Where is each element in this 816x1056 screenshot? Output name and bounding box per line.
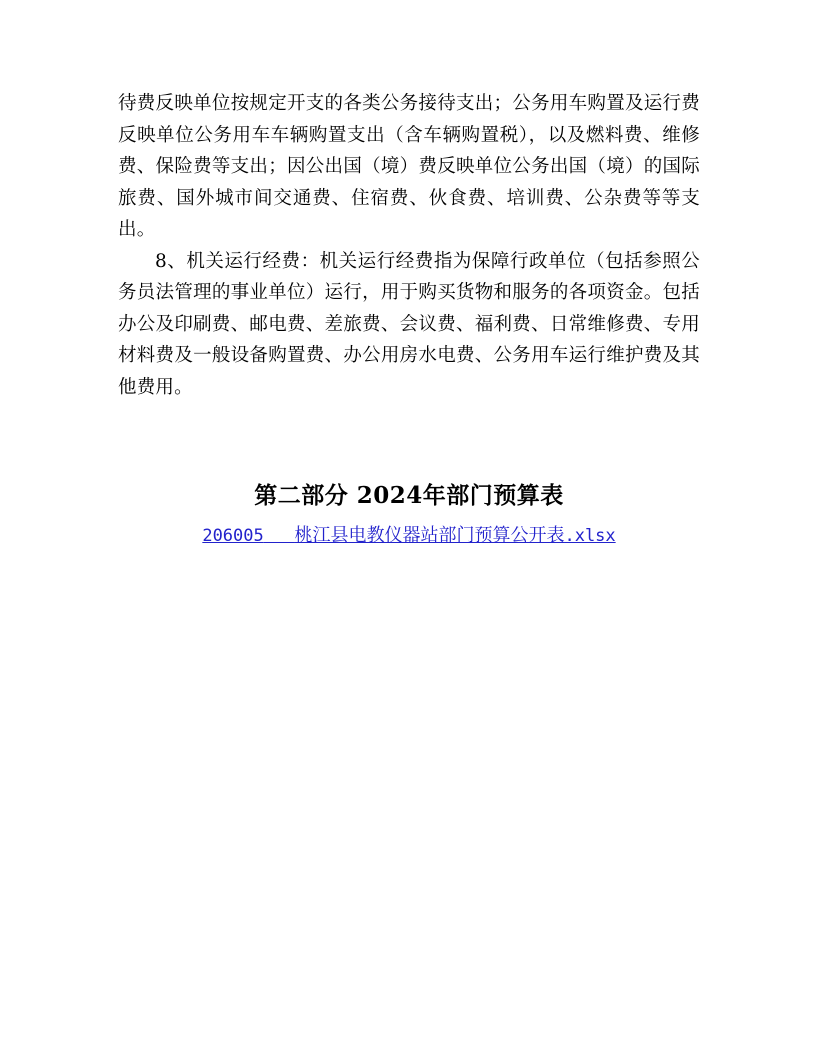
section-heading-part-two: 第二部分 2024年部门预算表 <box>254 482 564 509</box>
page-content <box>118 88 700 547</box>
section-spacer <box>118 403 700 477</box>
paragraph-expense-description: 待费反映单位按规定开支的各类公务接待支出；公务用车购置及运行费反映单位公务用车车辆购置支出（含车辆购置税），以及燃料费、维修费、保险费等支出；因公出国（境）费反映单位公务出国（境）的国际旅费、国外城市间交通费、住宿费、伙食费、培训费、公杂费等等支出。 <box>118 93 700 240</box>
attachment-code: 206005 <box>202 526 264 546</box>
attachment-row <box>118 521 700 547</box>
attachment-link[interactable] <box>202 526 615 546</box>
attachment-extension: .xlsx <box>564 526 616 546</box>
paragraph-operating-funds: 8、机关运行经费：机关运行经费指为保障行政单位（包括参照公务员法管理的事业单位）运行，用于购买货物和服务的各项资金。包括办公及印刷费、邮电费、差旅费、会议费、福利费、日常维修费、专用材料费及一般设备购置费、办公用房水电费、公务用车运行维护费及其他费用。 <box>118 250 700 398</box>
attachment-name: 桃江县电教仪器站部门预算公开表 <box>294 525 565 546</box>
